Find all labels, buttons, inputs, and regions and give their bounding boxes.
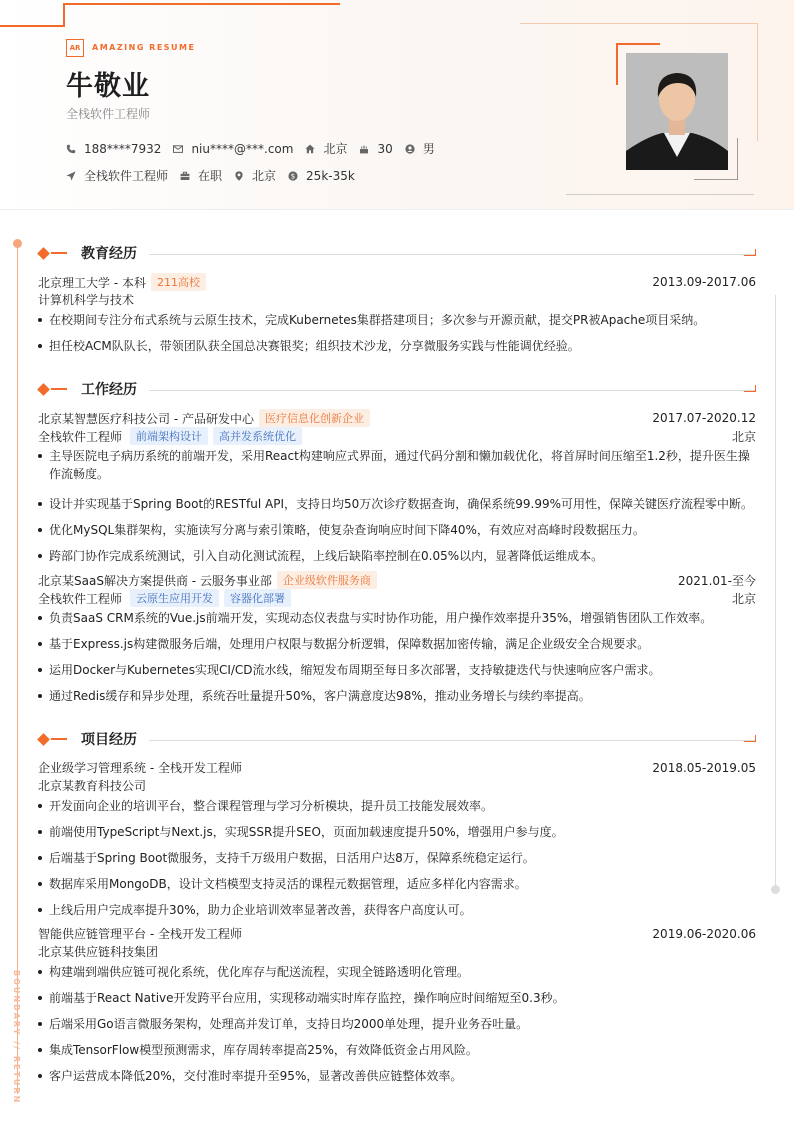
coin-icon [288, 171, 298, 181]
dash-icon [51, 388, 67, 390]
project-company-line [38, 943, 756, 960]
corner-icon [744, 249, 756, 256]
list-item: 设计并实现基于Spring Boot的RESTful API，支持日均50万次诊疗数据查询，确保系统99.99%可用性，保障关键医疗流程零中断。 [38, 495, 756, 513]
info-age [359, 142, 392, 156]
decor-line [63, 3, 340, 5]
list-item: 负责SaaS CRM系统的Vue.js前端开发，实现动态仪表盘与实时协作功能，用户操作效率提升35%，增强销售团队工作效率。 [38, 609, 756, 627]
phone-text: 188****7932 [84, 141, 162, 156]
city-text: 北京 [323, 142, 348, 156]
list-item: 后端采用Go语言微服务架构，处理高并发订单，支持日均2000单处理，提升业务吞吐量。 [38, 1015, 756, 1033]
list-item: 跨部门协作完成系统测试，引入自动化测试流程，上线后缺陷率控制在0.05%以内，显著降低运维成本。 [38, 547, 756, 565]
list-item: 上线后用户完成率提升30%，助力企业培训效率显著改善，获得客户高度认可。 [38, 901, 756, 919]
list-item: 客户运营成本降低20%，交付准时率提升至95%，显著改善供应链整体效率。 [38, 1067, 756, 1085]
major-name: 计算机科学与技术 [38, 293, 135, 307]
location-text: 北京 [252, 169, 277, 183]
person-portrait-icon [626, 53, 728, 170]
home-icon [305, 144, 315, 154]
list-item: 担任校ACM队队长，带领团队获全国总决赛银奖；组织技术沙龙，分享微服务实践与性能调优经验。 [38, 337, 756, 355]
photo-frame [737, 138, 738, 180]
list-item: 在校期间专注分布式系统与云原生技术，完成Kubernetes集群搭建项目；多次参与开源贡献，提交PR被Apache项目采纳。 [38, 311, 756, 329]
company-name: 北京某SaaS解决方案提供商 - 云服务事业部 [38, 573, 272, 588]
job-date: 2021.01-至今 [678, 573, 756, 588]
decor-line [566, 194, 754, 195]
decor-line [0, 25, 64, 27]
decor-dot [771, 885, 780, 894]
decor-line [757, 23, 758, 141]
location-icon [234, 171, 244, 181]
edu-major-line [38, 291, 756, 308]
cake-icon [359, 144, 369, 154]
section-rule [149, 254, 756, 255]
svg-text:$: $ [290, 172, 296, 181]
intent-text: 全栈软件工程师 [84, 169, 169, 183]
salary-text: 25k-35k [306, 168, 355, 183]
diamond-icon [37, 733, 50, 746]
project-date: 2019.06-2020.06 [652, 926, 756, 941]
info-status [180, 167, 222, 184]
skill-tag: 前端架构设计 [130, 427, 208, 445]
project-name: 智能供应链管理平台 - 全栈开发工程师 [38, 927, 242, 941]
edu-date: 2013.09-2017.06 [652, 275, 756, 289]
list-item: 集成TensorFlow模型预测需求，库存周转率提高25%，有效降低资金占用风险。 [38, 1041, 756, 1059]
candidate-name: 牛敬业 [66, 71, 150, 102]
list-item: 前端使用TypeScript与Next.js，实现SSR提升SEO，页面加载速度提升50%，增强用户参与度。 [38, 823, 756, 841]
job-role-line [38, 589, 756, 607]
list-item: 优化MySQL集群架构，实施读写分离与索引策略，使复杂查询响应时间下降40%，有效应对高峰时段数据压力。 [38, 521, 756, 539]
logo-text: AMAZING RESUME [92, 43, 196, 52]
dash-icon [51, 252, 67, 254]
photo-frame [616, 43, 660, 45]
list-item: 主导医院电子病历系统的前端开发，采用React构建响应式界面，通过代码分割和懒加载优化，将首屏时间压缩至1.2秒，提升医生操作流畅度。 [38, 447, 756, 483]
timeline-line [17, 244, 18, 1094]
list-item: 数据库采用MongoDB，设计文档模型支持灵活的课程元数据管理，适应多样化内容需求。 [38, 875, 756, 893]
job-intent-row [66, 167, 367, 184]
info-gender [405, 140, 435, 157]
decor-line [775, 295, 776, 890]
phone-icon [66, 144, 76, 154]
company-name: 北京某智慧医疗科技公司 - 产品研发中心 [38, 411, 254, 426]
job-role: 全栈软件工程师 [38, 429, 123, 444]
job-role-line [38, 427, 756, 445]
diamond-icon [37, 247, 50, 260]
job-city: 北京 [731, 591, 756, 606]
edu-school-line [38, 273, 756, 291]
project-date: 2018.05-2019.05 [652, 760, 756, 775]
skill-tag: 高并发系统优化 [213, 427, 302, 445]
project-name: 企业级学习管理系统 - 全栈开发工程师 [38, 761, 242, 775]
corner-icon [744, 735, 756, 742]
project-name-line [38, 759, 756, 776]
school-tag: 211高校 [151, 273, 206, 291]
person-icon [405, 144, 415, 154]
job-city: 北京 [731, 429, 756, 444]
info-location [234, 167, 276, 184]
decor-line [63, 4, 65, 27]
project-company: 北京某教育科技公司 [38, 779, 147, 793]
info-phone [66, 142, 161, 156]
contact-row [66, 140, 447, 157]
email-text: niu****@***.com [191, 141, 294, 156]
skill-tag: 云原生应用开发 [130, 589, 219, 607]
timeline-dot [13, 239, 22, 248]
section-label: 工作经历 [81, 382, 137, 398]
decor-line [520, 23, 758, 24]
list-item: 运用Docker与Kubernetes实现CI/CD流水线，缩短发布周期至每日多次部署，支持敏捷迭代与快速响应客户需求。 [38, 661, 756, 679]
age-text: 30 [377, 141, 393, 156]
info-intent [66, 167, 168, 184]
project-company-line [38, 777, 756, 794]
job-company-line [38, 409, 756, 427]
vertical-watermark-text: BOUNDARY // RETURN [12, 970, 21, 1105]
photo-frame [616, 43, 618, 85]
section-title-education [38, 243, 756, 263]
list-item: 通过Redis缓存和异步处理，系统吞吐量提升50%，客户满意度达98%，推动业务增长与续约率提高。 [38, 687, 756, 705]
dash-icon [51, 738, 67, 740]
section-label: 教育经历 [81, 246, 137, 262]
company-tag: 医疗信息化创新企业 [259, 409, 370, 427]
briefcase-icon [180, 171, 190, 181]
mail-icon [173, 144, 183, 154]
info-email [173, 142, 293, 156]
diamond-icon [37, 383, 50, 396]
status-text: 在职 [198, 169, 223, 183]
project-company: 北京某供应链科技集团 [38, 945, 159, 959]
job-date: 2017.07-2020.12 [652, 411, 756, 425]
list-item: 基于Express.js构建微服务后端，处理用户权限与数据分析逻辑，保障数据加密传输，满足企业级安全合规要求。 [38, 635, 756, 653]
job-role: 全栈软件工程师 [38, 591, 123, 606]
photo-frame [694, 179, 738, 180]
info-city [305, 140, 347, 157]
section-title-projects [38, 729, 756, 749]
list-item: 开发面向企业的培训平台，整合课程管理与学习分析模块，提升员工技能发展效率。 [38, 797, 756, 815]
send-icon [66, 171, 76, 181]
company-tag: 企业级软件服务商 [277, 571, 377, 589]
section-rule [149, 390, 756, 391]
section-rule [149, 740, 756, 741]
list-item: 构建端到端供应链可视化系统，优化库存与配送流程，实现全链路透明化管理。 [38, 963, 756, 981]
section-title-work [38, 379, 756, 399]
profile-photo [626, 53, 728, 170]
list-item: 前端基于React Native开发跨平台应用，实现移动端实时库存监控，操作响应时间缩短至0.3秒。 [38, 989, 756, 1007]
school-name: 北京理工大学 - 本科 [38, 275, 146, 290]
list-item: 后端基于Spring Boot微服务，支持千万级用户数据，日活用户达8万，保障系统稳定运行。 [38, 849, 756, 867]
skill-tag: 容器化部署 [224, 589, 291, 607]
job-company-line [38, 571, 756, 589]
corner-icon [744, 385, 756, 392]
project-name-line [38, 925, 756, 942]
info-salary [288, 169, 355, 183]
section-label: 项目经历 [81, 732, 137, 748]
gender-text: 男 [422, 142, 435, 156]
candidate-title: 全栈软件工程师 [66, 107, 151, 121]
logo-mark: AR [66, 39, 84, 57]
